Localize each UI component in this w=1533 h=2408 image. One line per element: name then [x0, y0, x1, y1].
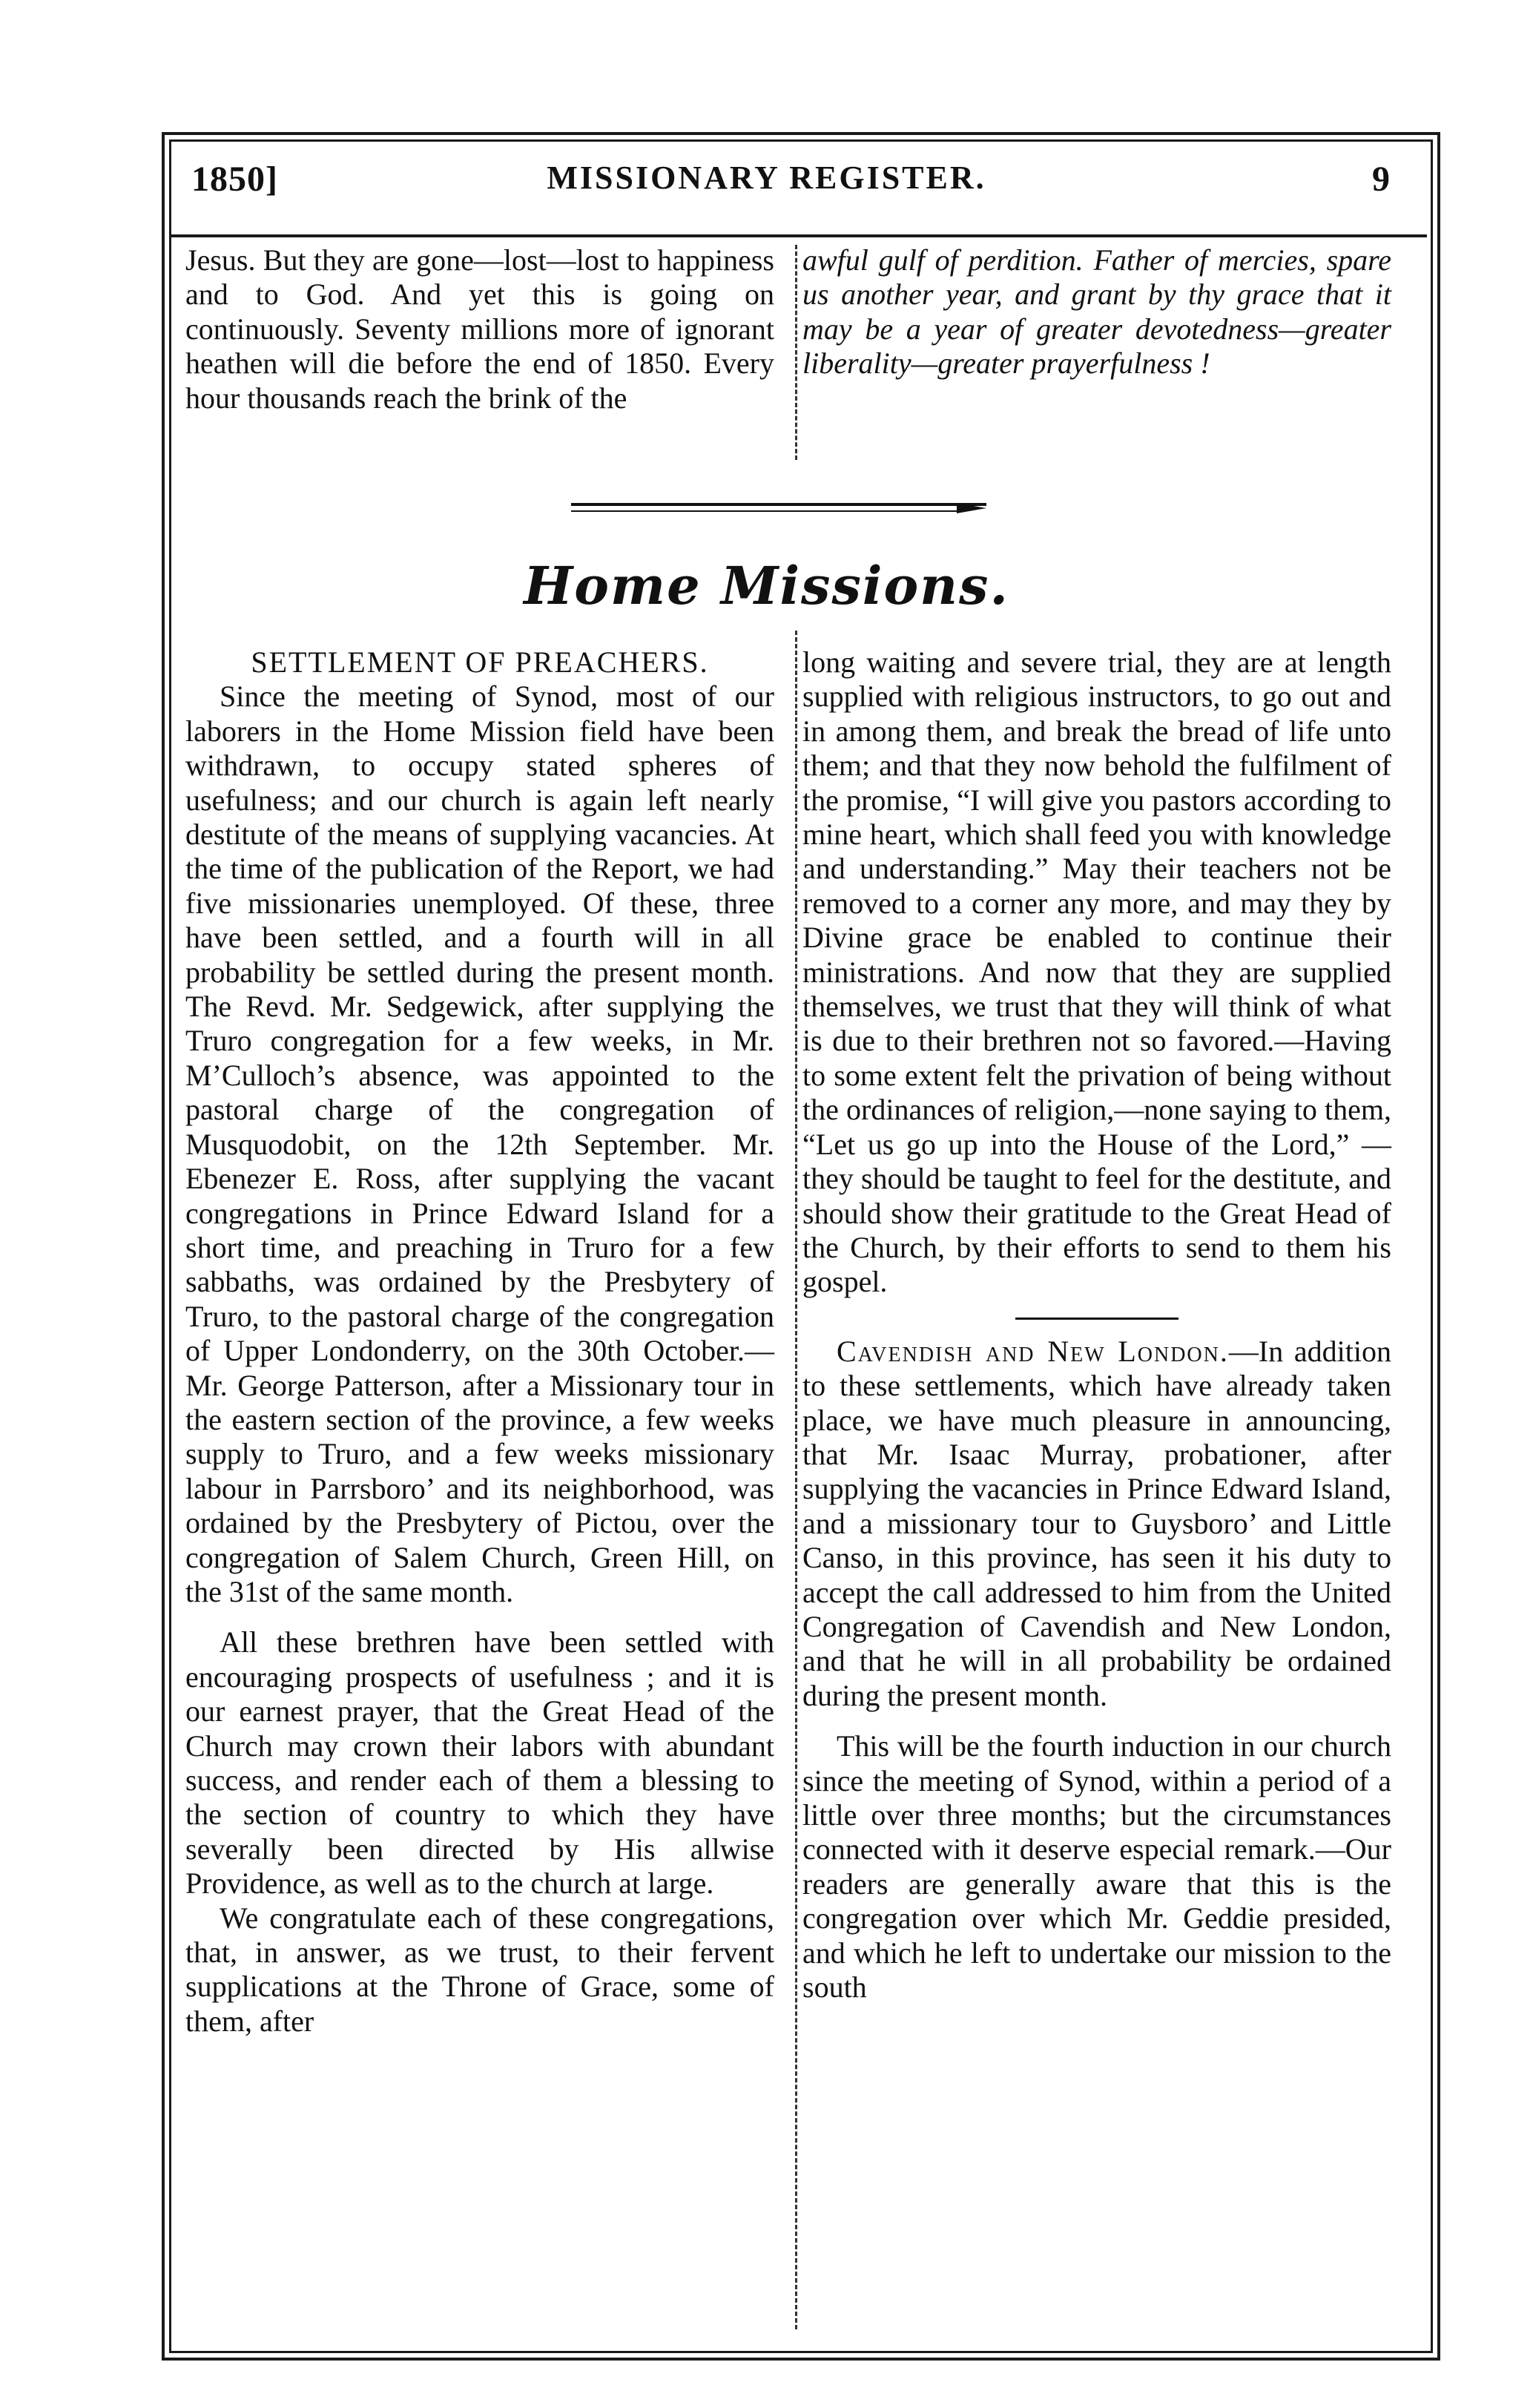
continued-text-left: Jesus. But they are gone—lost—lost to happiness and to God. And yet this is going on continuously. Seventy millions more of ignorant heathen will die before the end of 1850. Every hour thousands reach the brink of the	[185, 243, 774, 415]
right-column	[802, 645, 1391, 2004]
left-column	[185, 645, 774, 2039]
running-title: MISSIONARY REGISTER.	[547, 159, 986, 196]
header-year: 1850]	[191, 159, 278, 199]
paragraph: Since the meeting of Synod, most of our laborers in the Home Mission field have been withdrawn, to occupy stated spheres of usefulness; and our church is again left nearly destitute of the means of supplying vacancies. At the time of the publication of the Report, we had five missionaries unemployed. Of these, three have been settled, and a fourth will in all probability be settled during the present month. The Revd. Mr. Sedgewick, after supplying the Truro congregation for a few weeks, in Mr. M’Culloch’s absence, was appointed to the pastoral charge of the congregation of Musquodobit, on the 12th September. Mr. Ebenezer E. Ross, after supplying the vacant congregations in Prince Edward Island for a short time, and preaching in Truro for a few sabbaths, was ordained by the Presbytery of Truro, to the pastoral charge of the congregation of Upper Londonderry, on the 30th October.—Mr. George Patterson, after a Missionary tour in the eastern section of the province, a few weeks supply to Truro, and a few weeks missionary labour in Parrsboro’ and its neighborhood, was ordained by the Presbytery of Pictou, over the congregation of Salem Church, Green Hill, on the 31st of the same month.	[185, 680, 774, 1608]
paragraph-heading: Cavendish and New London.	[837, 1334, 1229, 1368]
top-left-column	[185, 243, 774, 415]
paragraph: All these brethren have been settled with encouraging prospects of usefulness ; and it is our earnest prayer, that the Great Head of the Church may crown their labors with abundant success, and render each of them a blessing to the section of country to which they have severally been directed by His allwise Providence, as well as to the church at large.	[185, 1625, 774, 1901]
paragraph: long waiting and severe trial, they are at length supplied with religious instructors, to go out and in among them, and break the bread of life unto them; and that they now behold the fulfilment of the promise, “I will give you pastors according to mine heart, which shall feed you with knowledge and understanding.” May their teachers not be removed to a corner any more, and may they by Divine grace be enabled to continue their ministrations. And now that they are supplied themselves, we trust that they will think of what is due to their brethren not so favored.—Having to some extent felt the privation of being without the ordinances of religion,—none saying to them, “Let us go up into the House of the Lord,” —they should be taught to feel for the destitute, and should show their gratitude to the Great Head of the Church, by their efforts to send to them his gospel.	[802, 645, 1391, 1299]
paragraph-with-heading	[802, 1335, 1391, 1713]
section-break-rule	[1015, 1318, 1178, 1320]
paragraph-body: —In addition to these settlements, which have already taken place, we have much pleasure in announcing, that Mr. Isaac Murray, probationer, after supplying the vacancies in Prince Edward Island, and a missionary tour to Guysboro’ and Little Canso, in this province, has seen it his duty to accept the call addressed to him from the United Congregation of Cavendish and New London, and that he will in all probability be ordained during the present month.	[802, 1334, 1391, 1712]
page-number: 9	[1372, 159, 1391, 199]
header-rule	[169, 234, 1427, 237]
continued-text-right: awful gulf of perdition. Father of mercies, spare us another year, and grant by thy grace that it may be a year of greater devotedness—greater liberality—greater prayerfulness !	[802, 243, 1391, 381]
section-title: Home Missions.	[524, 555, 1009, 616]
column-divider-top	[795, 245, 797, 460]
ornamental-rule	[571, 501, 986, 516]
top-right-column	[802, 243, 1391, 381]
subheading: SETTLEMENT OF PREACHERS.	[251, 645, 709, 679]
paragraph: We congratulate each of these congregations, that, in answer, as we trust, to their fervent supplications at the Throne of Grace, some of them, after	[185, 1901, 774, 2038]
paragraph: This will be the fourth induction in our church since the meeting of Synod, within a period of a little over three months; but the circumstances connected with it deserve especial remark.—Our readers are generally aware that this is the congregation over which Mr. Geddie presided, and which he left to undertake our mission to the south	[802, 1729, 1391, 2004]
column-divider-body	[795, 631, 797, 2329]
